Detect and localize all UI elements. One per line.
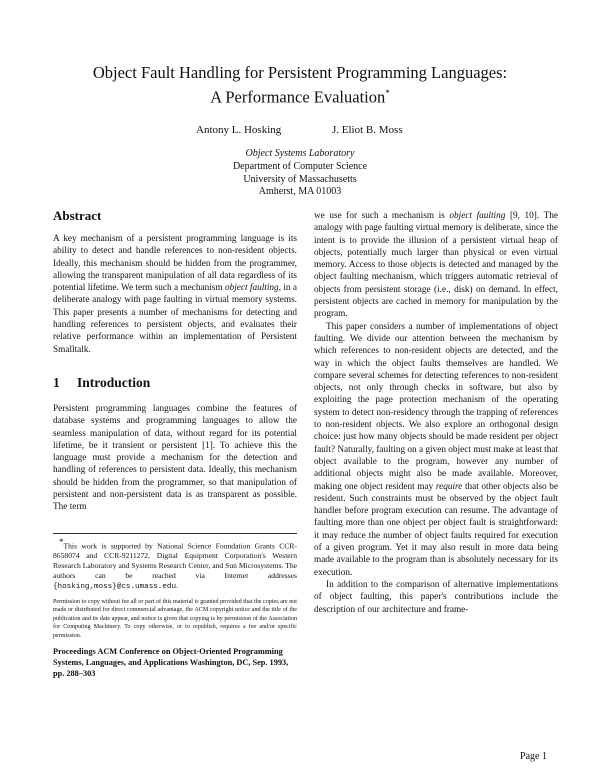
abstract-heading: Abstract: [53, 208, 102, 223]
right-p2-text-1: This paper considers a number of implementations of object faulting. We divide our attention between the mechanism by which references to non-resident objects are detected, and the way in which the object faults themselves are handled. We compare several schemes for detecting references to non-resident objects, not only through checks in software, but also by exploiting the page protection mechanism of the operating system to detect non-residency through the trapping of references to non-resident objects. We also explore an orthogonal design choice: just how many objects should be made resident per object fault? Naturally, faulting on a given object must make at least that object available to the program, however any number of additional objects might also be made available. Moreover, making one object resident may: [314, 321, 558, 492]
right-p1-term: object faulting: [449, 211, 506, 221]
title-footnote-mark: *: [385, 88, 390, 98]
right-paragraph-3: In addition to the comparison of alternative implementations of object faulting, this paper's contributions include the description of our architecture and frame-: [314, 579, 558, 615]
footnote-mark: *: [59, 537, 64, 547]
paper-title: [0, 62, 600, 108]
author-1: Antony L. Hosking: [196, 124, 282, 136]
page-number: Page 1: [520, 751, 547, 762]
funding-footnote: [53, 538, 297, 593]
affiliation-dept: Department of Computer Science: [232, 160, 368, 172]
abstract-term: object faulting: [224, 283, 279, 294]
title-line-2-text: A Performance Evaluation: [210, 87, 386, 107]
right-paragraph-2: [314, 321, 558, 579]
right-p2-text-2: that other objects also be resident. Such constraints must be observed by the object fault handler before program execution can resume. The advantage of faulting more than one object per object fault is straightforward: it may reduce the number of object faults required for execution of a given program. Yet it may also result in more data being made available to the program than is absolutely necessary for its execution.: [314, 481, 558, 578]
permission-notice: Permission to copy without fee all or part of this material is granted provided that the copies are not made or distributed for direct commercial advantage, the ACM copyright notice and the title of the publication and its date appear, and notice is given that copying is by permission of the Association for Computing Machinery. To copy otherwise, or to republish, requires a fee and/or specific permission.: [53, 598, 297, 639]
right-p1-text-2: [9, 10]. The analogy with page faulting virtual memory is deliberate, since the intent is to provide the illusion of a persistent virtual heap of objects, potentially much larger than physical or even virtual memory. Access to those objects is detected and managed by the object faulting mechanism, which triggers automatic retrieval of objects from persistent storage (i.e., disk) on demand. In effect, persistent objects are cached in memory for manipulation by the program.: [314, 211, 558, 320]
intro-paragraph-1: Persistent programming languages combine the features of database systems and programming languages to allow the seamless manipulation of data, without regard for its potential lifetime, be it transient or persistent [1]. To achieve this the language must provide a mechanism for the detection and handling of references to persistent data. Ideally, this mechanism should be hidden from the programmer, so that manipulation of persistent and non-persistent data is as transparent as possible. The term: [53, 403, 297, 513]
section-number: 1: [53, 374, 60, 390]
affiliation-lab: Object Systems Laboratory: [245, 148, 355, 159]
author-2: J. Eliot B. Moss: [332, 124, 403, 136]
proceedings-citation: Proceedings ACM Conference on Object-Oriented Programming Systems, Languages, and Applications Washington, DC, Sep. 1993, pp. 288–303: [53, 647, 289, 679]
section-heading-introduction: [53, 374, 297, 391]
abstract-text-1: A key mechanism of a persistent programming language is its ability to detect and handle references to non-resident objects. Ideally, this mechanism should be hidden from the programmer, allowing the transparent manipulation of all data regardless of its potential lifetime. We term such a mechanism: [53, 234, 297, 294]
section-title: Introduction: [77, 374, 151, 390]
right-p1-text-1: we use for such a mechanism is: [314, 211, 450, 221]
affiliation-univ: University of Massachusetts: [243, 173, 357, 185]
right-p2-term: require: [435, 481, 463, 492]
author-list: [0, 124, 600, 138]
affiliation-city: Amherst, MA 01003: [258, 186, 342, 198]
author-email: {hosking,moss}@cs.umass.edu: [53, 582, 177, 591]
title-line-1: Object Fault Handling for Persistent Programming Languages:: [92, 63, 508, 82]
left-column: [53, 208, 297, 514]
title-line-2: [0, 83, 600, 108]
funding-text-end: .: [176, 580, 178, 590]
right-paragraph-1: [314, 210, 558, 321]
affiliation: [0, 148, 600, 199]
right-column: [314, 210, 558, 616]
footnote-block: [53, 533, 297, 687]
funding-text: This work is supported by National Science Foundation Grants CCR-8658074 and CCR-9211272, Digital Equipment Corporation's Western Research Laboratory and Systems Research Center, and Sun Microsystems. The authors can be reached via Internet addresses: [53, 541, 297, 580]
abstract-text: [53, 233, 297, 356]
abstract-text-2: , in a deliberate analogy with page faulting in virtual memory systems. This paper presents a number of mechanisms for detecting and handling references to persistent objects, and evaluates their relative performance within an implementation of Persistent Smalltalk.: [53, 283, 297, 355]
